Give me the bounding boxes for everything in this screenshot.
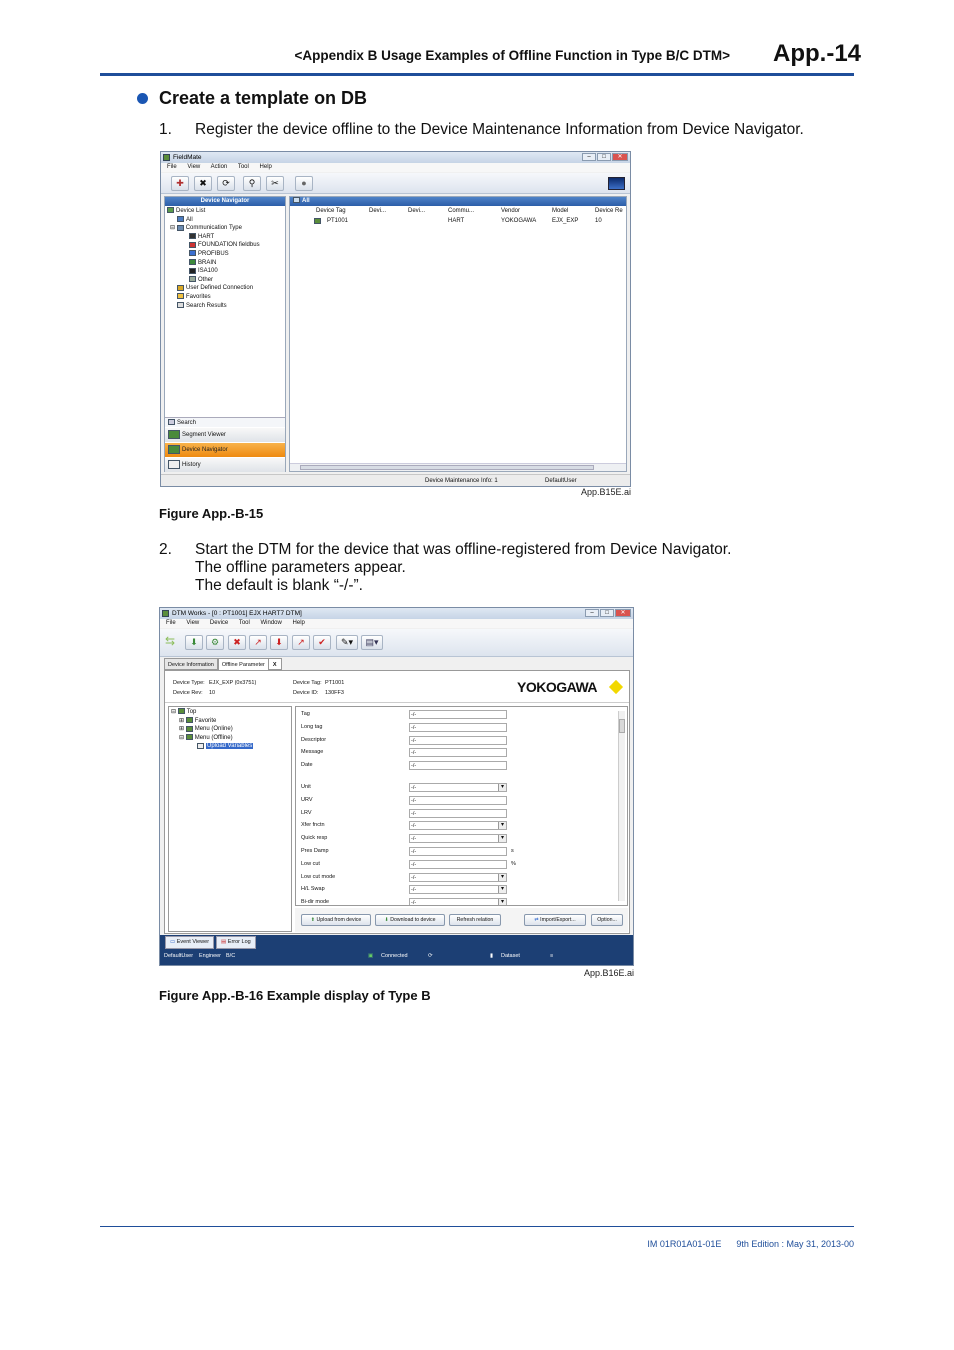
device-rev-value: 10	[209, 690, 216, 696]
param-row	[301, 819, 621, 831]
tree-search-results[interactable]: Search Results	[167, 302, 283, 311]
device-icon[interactable]: ●	[295, 176, 313, 191]
param-dropdown[interactable]: -/- ▾	[409, 821, 507, 830]
cell-vendor: YOKOGAWA	[501, 218, 537, 224]
import-export-icon: ⇄	[534, 917, 539, 923]
tree-menu-online[interactable]: ⊞ Menu (Online)	[179, 726, 233, 733]
param-label: Long tag	[301, 723, 323, 730]
download-icon: ⬇	[384, 917, 389, 923]
history-icon	[168, 460, 180, 469]
param-input[interactable]: -/-	[409, 736, 507, 745]
device-rev-label: Device Rev:	[173, 690, 203, 696]
menu-action[interactable]: Action	[210, 164, 228, 170]
yokogawa-logo: YOKOGAWA	[517, 679, 598, 695]
tree-hart[interactable]: HART	[167, 233, 283, 242]
tree-user-defined-connection[interactable]: User Defined Connection	[167, 284, 283, 293]
cell-device-tag: PT1001	[327, 218, 349, 224]
offline-parameter-panel	[164, 670, 630, 934]
footer-edition: 9th Edition : May 31, 2013-00	[736, 1239, 854, 1249]
device-id-value: 130FF3	[325, 690, 344, 696]
status-type: B/C	[226, 953, 236, 959]
minimize-button[interactable]: –	[582, 153, 596, 161]
parameter-tree	[168, 706, 292, 932]
status-user: DefaultUser	[164, 953, 194, 959]
tree-upload-variables[interactable]: Upload Variables	[171, 742, 289, 751]
scrollbar-thumb[interactable]	[300, 465, 594, 470]
param-input[interactable]: -/-	[409, 847, 507, 856]
import-export-button[interactable]: ⇄ Import/Export...	[524, 914, 586, 926]
param-row	[301, 746, 621, 758]
param-dropdown[interactable]: -/- ▾	[409, 885, 507, 894]
param-row	[301, 721, 621, 733]
param-row	[301, 845, 621, 857]
nav-device-navigator[interactable]: Device Navigator	[165, 443, 285, 457]
tab-close-button[interactable]: X	[269, 658, 282, 670]
upload-icon[interactable]: ⬇	[185, 635, 203, 650]
page-label: App.-14	[773, 40, 862, 67]
toolbar	[160, 629, 633, 657]
segment-viewer-icon	[168, 430, 180, 439]
figure-2-source: App.B16E.ai	[583, 968, 634, 978]
param-input[interactable]: -/-	[409, 723, 507, 732]
param-label: Message	[301, 749, 324, 756]
device-type-value: EJX_EXP (0x3751)	[209, 680, 257, 686]
section-title: Create a template on DB	[159, 88, 368, 108]
footer	[560, 1239, 854, 1249]
error-log-icon: ▤	[221, 939, 227, 945]
dtm-works-window	[159, 607, 634, 966]
figure-2-caption: Figure App.-B-16 Example display of Type B	[159, 988, 431, 1003]
horizontal-scrollbar[interactable]	[290, 463, 626, 471]
param-dropdown[interactable]: -/- ▾	[409, 873, 507, 882]
param-label: Descriptor	[301, 736, 327, 743]
maximize-button[interactable]: □	[600, 609, 614, 617]
status-separator-icon: ≡	[550, 953, 554, 959]
title-bar	[160, 608, 633, 619]
dataset-icon: ▮	[490, 953, 494, 959]
param-row	[301, 858, 621, 870]
nav-history[interactable]: History	[165, 458, 285, 472]
device-tree	[165, 206, 285, 311]
footer-doc-id: IM 01R01A01-01E	[647, 1239, 722, 1249]
header-rule	[100, 73, 854, 76]
step-2-line-1: Start the DTM for the device that was offline-registered from Device Navigator.	[195, 541, 732, 558]
menu-help[interactable]: Help	[259, 164, 272, 170]
header-subtitle: <Appendix B Usage Examples of Offline Function in Type B/C DTM>	[294, 48, 730, 63]
menu-view[interactable]: View	[187, 164, 201, 170]
status-role: Engineer	[199, 953, 222, 959]
check-icon[interactable]: ✔	[313, 635, 331, 650]
tree-foundation-fieldbus[interactable]: FOUNDATION fieldbus	[167, 241, 283, 250]
bottom-tabs	[165, 936, 256, 949]
list-header: All	[290, 197, 626, 206]
tree-brain[interactable]: BRAIN	[167, 259, 283, 268]
step-1-number: 1.	[159, 121, 172, 138]
param-dropdown[interactable]: -/- ▾	[409, 783, 507, 792]
param-label: Tag	[301, 711, 310, 717]
column-communication[interactable]: Commu...	[448, 208, 475, 214]
step-1-text: Register the device offline to the Device Maintenance Information from Device Navigator.	[195, 121, 804, 138]
menu-file[interactable]: File	[166, 620, 176, 626]
window-title: DTM Works - [0 : PT1001] EJX HART7 DTM]	[172, 610, 302, 617]
tree-favorite[interactable]: ⊞ Favorite	[179, 717, 217, 724]
download-to-device-button[interactable]: ⬇ Download to device	[375, 914, 445, 926]
app-icon	[162, 610, 169, 617]
tab-error-log[interactable]: ▤ Error Log	[216, 936, 256, 949]
param-dropdown[interactable]: -/- ▾	[409, 834, 507, 843]
download-icon[interactable]: ⬇	[270, 635, 288, 650]
navigator-pane	[164, 196, 286, 472]
tab-event-viewer[interactable]: ▭ Event Viewer	[165, 936, 214, 949]
status-bar	[160, 949, 633, 963]
column-header-row	[290, 207, 626, 216]
step-2-line-3: The default is blank “-/-”.	[195, 577, 363, 594]
param-label: Quick resp	[301, 835, 328, 842]
tree-all[interactable]: All	[167, 216, 283, 225]
maximize-button[interactable]: □	[597, 153, 611, 161]
param-row	[301, 871, 621, 883]
bullet-icon	[137, 93, 148, 104]
param-row	[301, 781, 621, 793]
device-list-pane	[289, 196, 627, 472]
param-row	[301, 896, 621, 906]
param-row	[301, 883, 621, 895]
send-icon[interactable]: ↗	[292, 635, 310, 650]
param-input[interactable]: -/-	[409, 748, 507, 757]
device-navigator-icon	[168, 445, 180, 454]
cell-device-revision: 10	[595, 218, 602, 224]
param-row	[301, 759, 621, 771]
tab-bar	[164, 658, 282, 670]
param-input[interactable]: -/-	[409, 809, 507, 818]
close-button[interactable]: ✕	[615, 609, 631, 617]
menu-help[interactable]: Help	[292, 620, 305, 626]
menu-view[interactable]: View	[186, 620, 200, 626]
param-label: LRV	[301, 809, 312, 816]
navigator-header: Device Navigator	[165, 197, 285, 206]
tab-device-information[interactable]: Device Information	[164, 658, 218, 670]
param-dropdown[interactable]: -/- ▾	[409, 898, 507, 906]
status-user: DefaultUser	[545, 478, 577, 484]
menu-file[interactable]: File	[167, 164, 177, 170]
step-2-line-2: The offline parameters appear.	[195, 559, 406, 576]
param-row	[301, 794, 621, 806]
connected-icon: ▣	[368, 953, 374, 959]
tree-menu-offline[interactable]: ⊟ Menu (Offline)	[179, 734, 233, 741]
logo-icon	[608, 177, 625, 190]
column-vendor[interactable]: Vendor	[501, 208, 521, 214]
param-label: Pres Damp	[301, 848, 329, 854]
param-row	[301, 832, 621, 844]
column-device-2[interactable]: Devi...	[408, 208, 426, 214]
arrows-icon[interactable]: ⇆	[165, 634, 176, 648]
tree-favorites[interactable]: Favorites	[167, 293, 283, 302]
device-type-label: Device Type:	[173, 680, 205, 686]
status-maintenance-info: Device Maintenance Info: 1	[425, 478, 498, 484]
menu-tool[interactable]: Tool	[238, 620, 250, 626]
disconnect-icon[interactable]: ✖	[228, 635, 246, 650]
minimize-button[interactable]: –	[585, 609, 599, 617]
nav-search[interactable]: Search	[165, 417, 285, 427]
search-icon	[168, 419, 175, 425]
column-model[interactable]: Model	[552, 208, 569, 214]
status-dataset: Dataset	[501, 953, 520, 959]
step-2-number: 2.	[159, 541, 172, 558]
param-input[interactable]: -/-	[409, 710, 507, 719]
button-bar	[295, 908, 628, 932]
param-label: Xfer fnctn	[301, 822, 325, 829]
footer-rule	[100, 1226, 854, 1227]
fieldmate-window	[160, 151, 631, 487]
event-viewer-icon: ▭	[170, 939, 176, 945]
param-label: Low cut mode	[301, 873, 336, 880]
param-label: Low cut	[301, 860, 320, 867]
cell-communication: HART	[448, 218, 465, 224]
param-row	[301, 807, 621, 819]
tree-profibus[interactable]: PROFIBUS	[167, 250, 283, 259]
close-button[interactable]: ✕	[612, 153, 628, 161]
export-icon[interactable]: ↗	[249, 635, 267, 650]
tree-communication-type[interactable]: ⊟ Communication Type	[170, 225, 242, 232]
cell-model: EJX_EXP	[552, 218, 579, 224]
menu-tool[interactable]: Tool	[237, 164, 249, 170]
refresh-icon[interactable]: ⟳	[217, 176, 235, 191]
param-row	[301, 734, 621, 746]
column-device-revision[interactable]: Device Re	[595, 208, 623, 214]
title-bar	[161, 152, 630, 163]
menu-bar	[161, 163, 630, 172]
tools-dropdown-icon[interactable]: ✎▾	[336, 635, 358, 650]
hart-device-icon	[314, 218, 321, 224]
device-tag-label: Device Tag:	[293, 680, 322, 686]
tree-isa100[interactable]: ISA100	[167, 267, 283, 276]
param-input[interactable]: -/-	[409, 761, 507, 770]
device-tag-value: PT1001	[325, 680, 345, 686]
table-row[interactable]	[290, 217, 626, 226]
upload-from-device-button[interactable]: ⬆ Upload from device	[301, 914, 371, 926]
app-icon	[163, 154, 170, 161]
tab-offline-parameter[interactable]: Offline Parameter	[218, 658, 269, 670]
tree-device-list[interactable]: Device List	[167, 207, 283, 216]
param-label: H/L Swap	[301, 886, 325, 893]
device-online-icon[interactable]: ⚙	[206, 635, 224, 650]
param-label: Unit	[301, 784, 311, 790]
refresh-relation-button[interactable]: Refresh relation	[449, 914, 501, 926]
param-label: URV	[301, 796, 313, 803]
disconnect-icon[interactable]: ✂	[266, 176, 284, 191]
param-input[interactable]: -/-	[409, 796, 507, 805]
status-bar	[161, 474, 630, 487]
param-input[interactable]: -/-	[409, 860, 507, 869]
column-device-tag[interactable]: Device Tag	[316, 208, 346, 214]
all-icon	[293, 197, 300, 203]
toolbar	[161, 173, 630, 194]
upload-icon: ⬆	[310, 917, 316, 923]
menu-device[interactable]: Device	[209, 620, 229, 626]
bottom-area	[160, 935, 633, 966]
register-icon[interactable]: ✚	[171, 176, 189, 191]
param-unit: %	[511, 860, 516, 867]
delete-icon[interactable]: ✖	[194, 176, 212, 191]
device-id-label: Device ID:	[293, 690, 319, 696]
menu-bar	[160, 619, 633, 628]
param-label: Bi-dir mode	[301, 899, 330, 906]
print-dropdown-icon[interactable]: ▤▾	[361, 635, 383, 650]
param-row	[301, 708, 621, 720]
device-info-area	[165, 671, 629, 703]
yokogawa-diamond-icon	[609, 680, 623, 694]
sync-icon: ⟳	[428, 953, 433, 959]
column-device-1[interactable]: Devi...	[369, 208, 387, 214]
status-connected: Connected	[381, 953, 408, 959]
figure-1-source: App.B15E.ai	[580, 487, 631, 497]
menu-window[interactable]: Window	[260, 620, 282, 626]
search-icon[interactable]: ⚲	[243, 176, 261, 191]
window-title: FieldMate	[173, 154, 202, 161]
parameter-list	[295, 706, 628, 906]
figure-1-caption: Figure App.-B-15	[159, 506, 264, 521]
param-label: Date	[301, 762, 313, 769]
param-unit: s	[511, 848, 514, 854]
option-button[interactable]: Option...	[591, 914, 623, 926]
tree-other[interactable]: Other	[167, 276, 283, 285]
nav-segment-viewer[interactable]: Segment Viewer	[165, 428, 285, 442]
tree-top[interactable]: ⊟ Top	[171, 709, 197, 715]
